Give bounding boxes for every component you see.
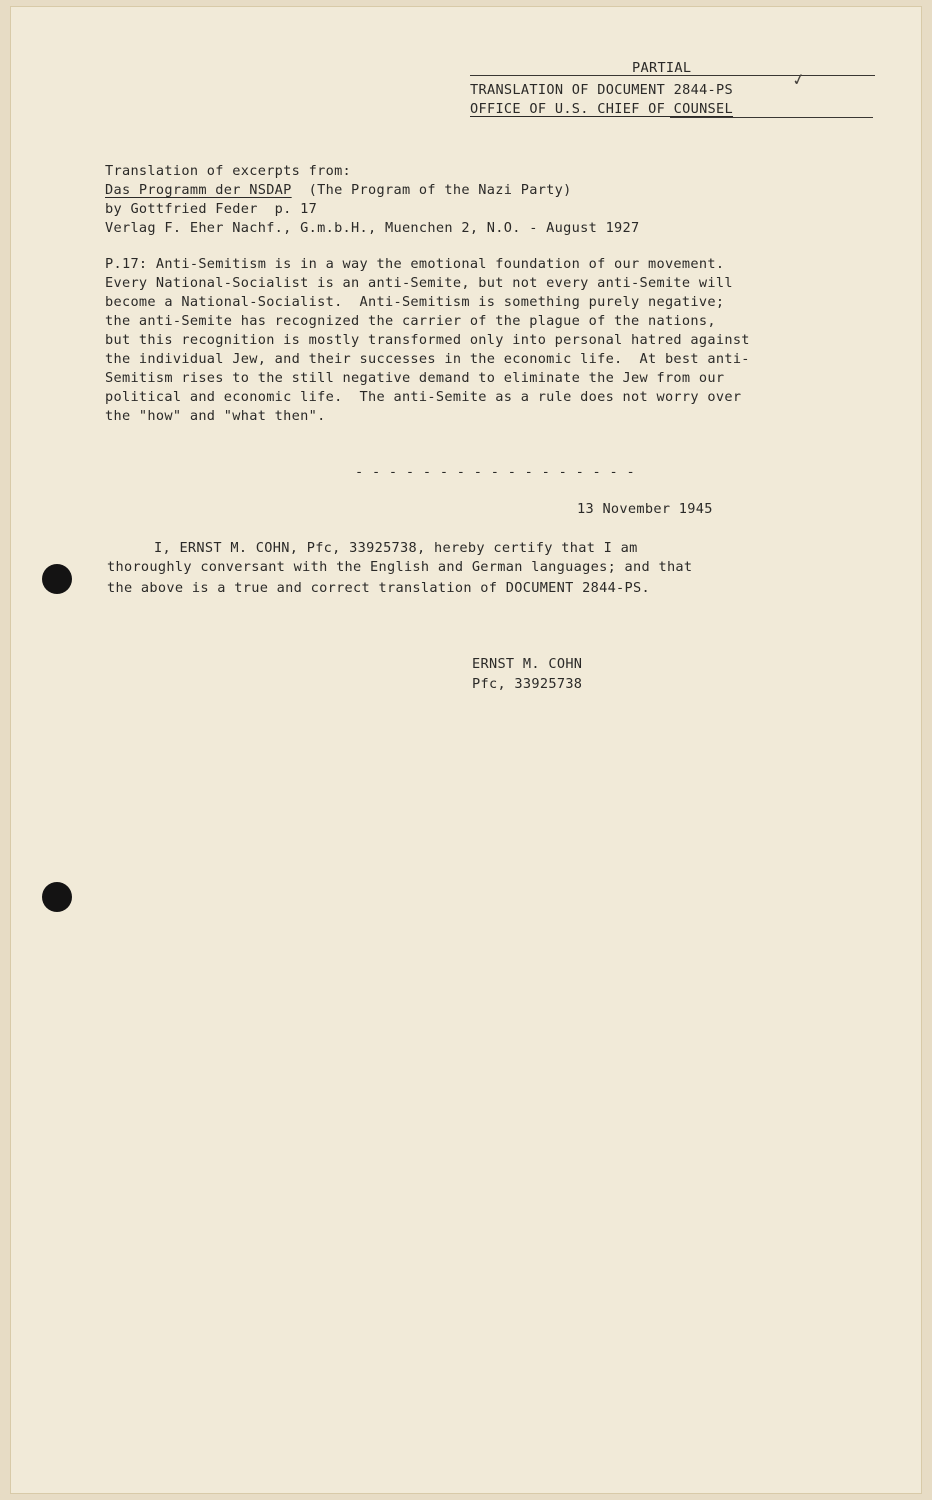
intro-publisher: Verlag F. Eher Nachf., G.m.b.H., Muenchen 2, N.O. - August 1927 [105,220,640,236]
body-line: become a National-Socialist. Anti-Semitism is something purely negative; [105,294,725,310]
body-line: Semitism rises to the still negative demand to eliminate the Jew from our [105,370,725,386]
body-line: political and economic life. The anti-Semite as a rule does not worry over [105,389,742,405]
body-line: Every National-Socialist is an anti-Semite, but not every anti-Semite will [105,275,733,291]
punch-hole-top [42,564,72,594]
certification-date: 13 November 1945 [577,501,713,517]
title-english: (The Program of the Nazi Party) [308,182,572,198]
check-mark-icon: ✓ [790,68,808,91]
intro-title-line [105,182,572,198]
punch-hole-bottom [42,882,72,912]
document-page [10,6,922,1494]
body-line: P.17: Anti-Semitism is in a way the emotional foundation of our movement. [105,256,725,272]
intro-line: Translation of excerpts from: [105,163,352,179]
header-rule-bottom [670,117,873,118]
intro-author: by Gottfried Feder p. 17 [105,201,318,217]
body-line: the individual Jew, and their successes in the economic life. At best anti- [105,351,750,367]
certification-line: the above is a true and correct translation of DOCUMENT 2844-PS. [107,580,650,596]
signature-rank-serial: Pfc, 33925738 [472,676,583,692]
header-office: OFFICE OF U.S. CHIEF OF COUNSEL [470,101,734,117]
signature-name: ERNST M. COHN [472,656,583,672]
title-german: Das Programm der NSDAP [105,182,292,198]
body-line: the anti-Semite has recognized the carrier of the plague of the nations, [105,313,716,329]
body-line: but this recognition is mostly transformed only into personal hatred against [105,332,750,348]
separator: - - - - - - - - - - - - - - - - - [355,464,635,480]
body-line: the "how" and "what then". [105,408,326,424]
certification-line: thoroughly conversant with the English and German languages; and that [107,559,693,575]
certification-line: I, ERNST M. COHN, Pfc, 33925738, hereby certify that I am [154,540,638,556]
header-partial: PARTIAL [632,60,692,76]
header-translation-of: TRANSLATION OF DOCUMENT 2844-PS [470,82,734,98]
